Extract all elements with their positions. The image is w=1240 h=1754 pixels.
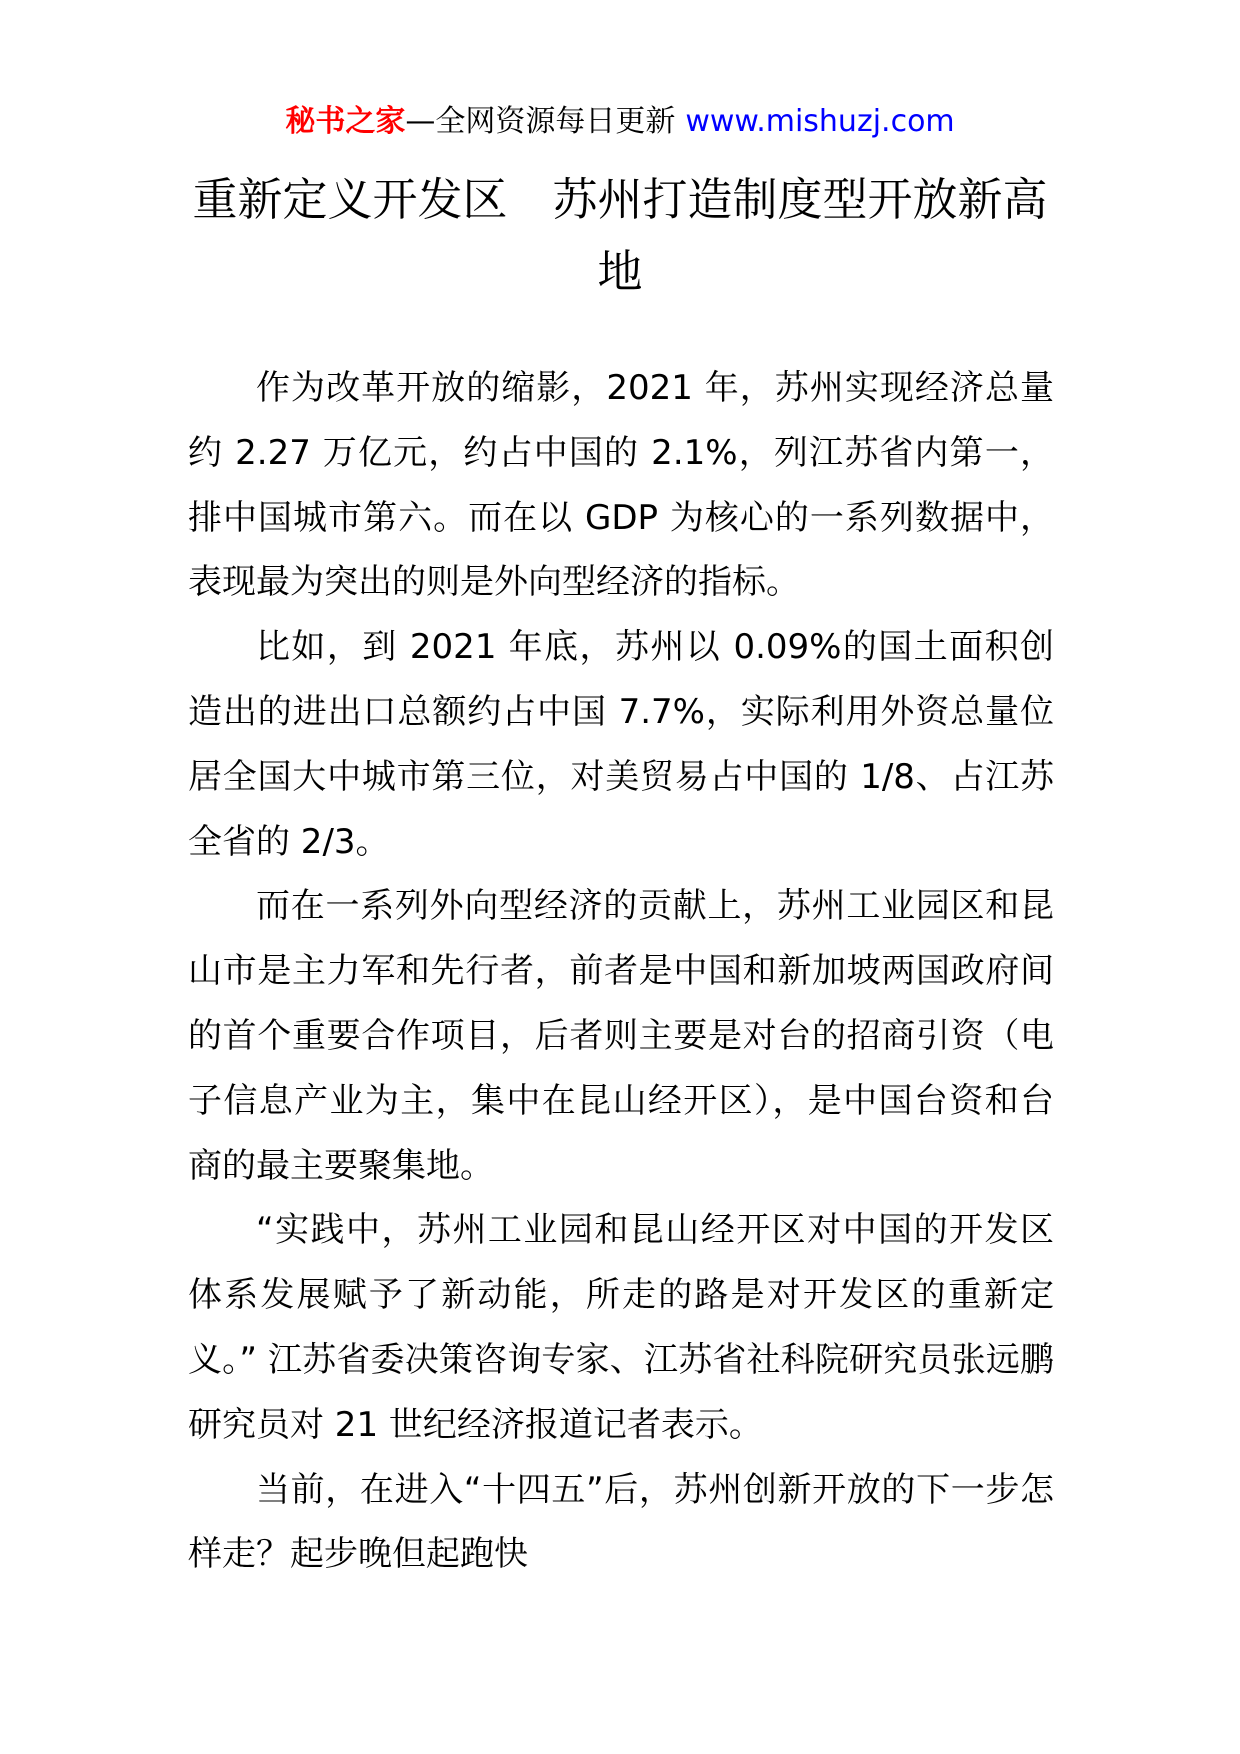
paragraph: 作为改革开放的缩影，2021 年，苏州实现经济总量约 2.27 万亿元，约占中国的 2.1%，列江苏省内第一，排中国城市第六。而在以 GDP 为核心的一系列数据中，表现最为突出的则是外向型经济的指标。 — [188, 368, 1054, 603]
paragraph: 而在一系列外向型经济的贡献上，苏州工业园区和昆山市是主力军和先行者，前者是中国和新加坡两国政府间的首个重要合作项目，后者则主要是对台的招商引资（电子信息产业为主，集中在昆山经开区），是中国台资和台商的最主要聚集地。 — [188, 886, 1054, 1186]
brand-name: 秘书之家 — [285, 104, 406, 139]
site-url-link[interactable]: www.mishuzj.com — [685, 104, 955, 139]
paragraph: 比如，到 2021 年底，苏州以 0.09%的国土面积创造出的进出口总额约占中国 7.7%，实际利用外资总量位居全国大中城市第三位，对美贸易占中国的 1/8、占江苏全省的 2/3。 — [188, 627, 1054, 862]
article-body — [188, 356, 1054, 1587]
paragraph: 当前，在进入“十四五”后，苏州创新开放的下一步怎样走？起步晚但起跑快 — [188, 1469, 1054, 1575]
article-title: 重新定义开发区 苏州打造制度型开放新高地 — [192, 173, 1048, 298]
site-header — [0, 100, 1240, 144]
paragraph: “实践中，苏州工业园和昆山经开区对中国的开发区体系发展赋予了新动能，所走的路是对开发区的重新定义。” 江苏省委决策咨询专家、江苏省社科院研究员张远鹏研究员对 21 世纪经济报道记者表示。 — [188, 1210, 1054, 1445]
brand-tagline: —全网资源每日更新 — [405, 104, 676, 139]
